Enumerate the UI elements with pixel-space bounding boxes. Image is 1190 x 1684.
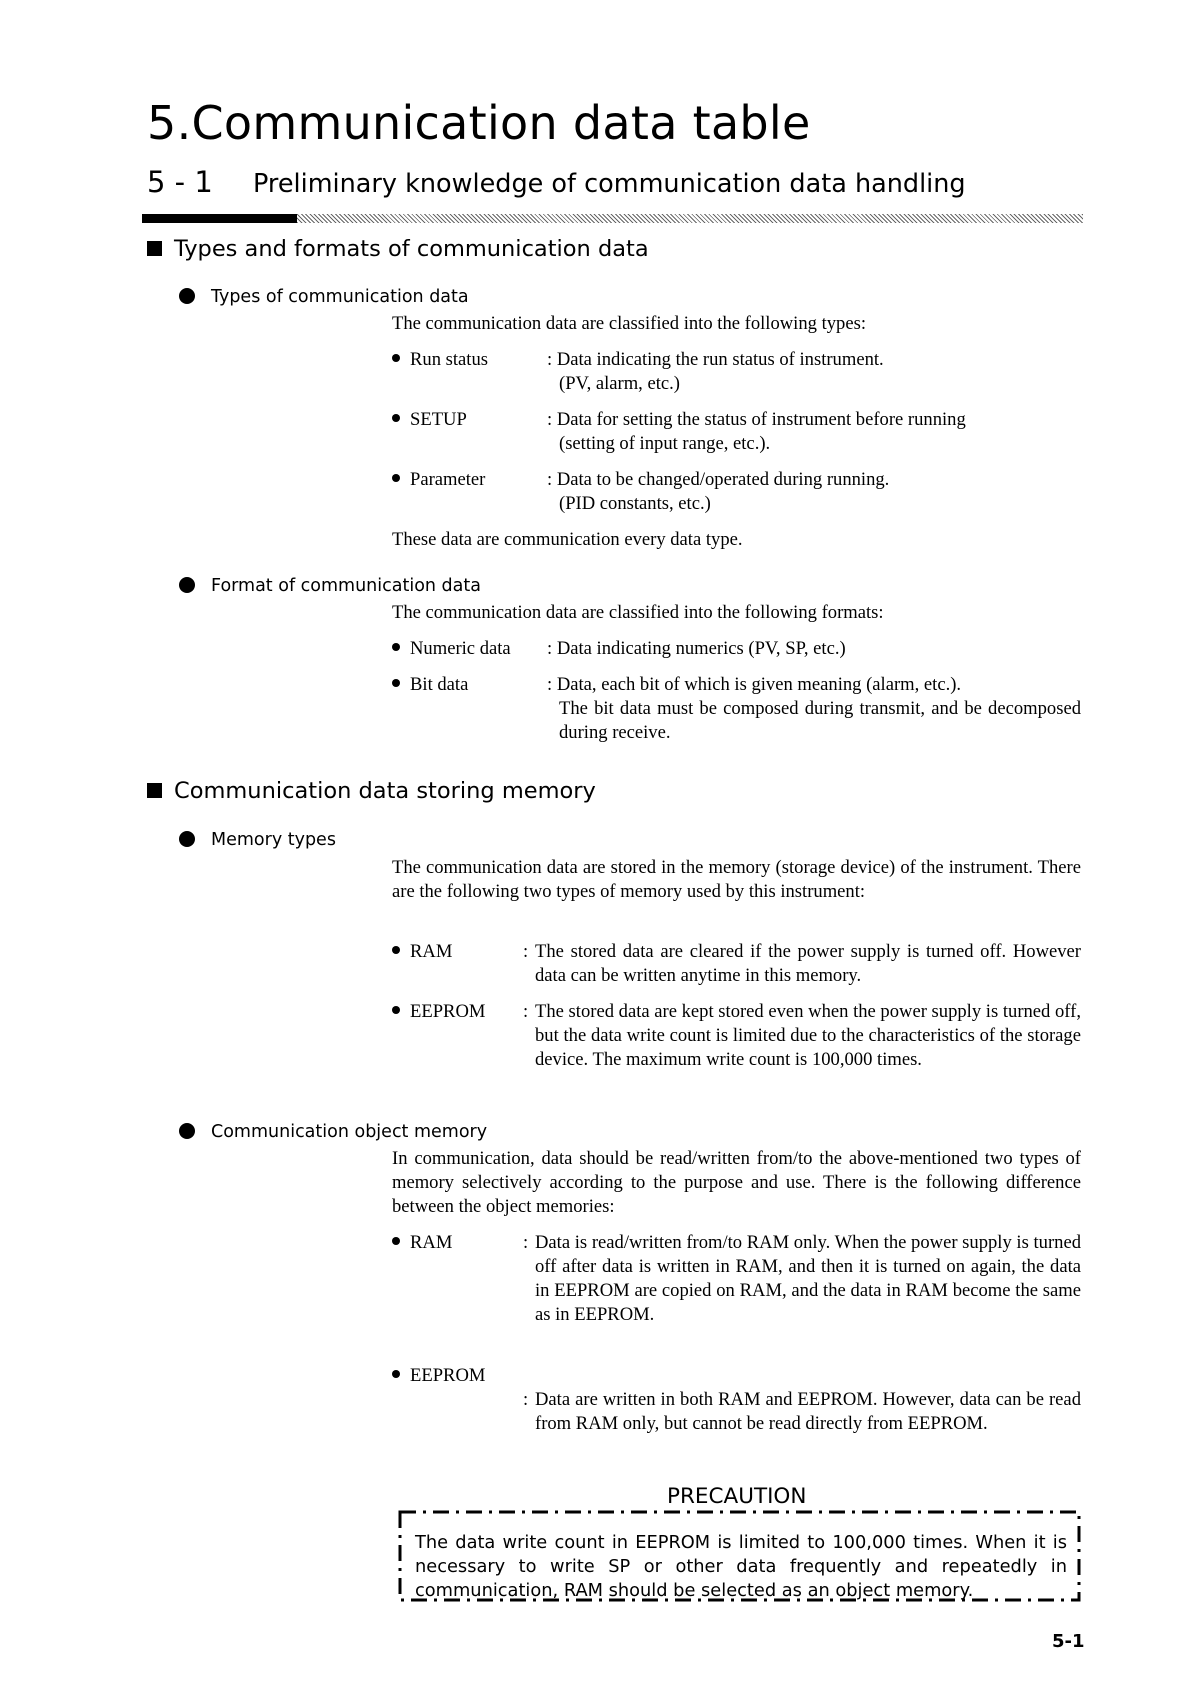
list-item-desc: Data is read/written from/to RAM only. When the power supply is turned off after data is written in RAM, and then it is turned on again, the data in EEPROM are copied on RAM, and the data in RAM become the same as in EEPROM. (535, 1232, 1081, 1325)
list-item: EEPROM (392, 1364, 485, 1388)
bullet-dot-icon (392, 679, 400, 687)
list-item-desc: The stored data are kept stored even when the power supply is turned off, but the data write count is limited due to the characteristics of the storage device. The maximum write count is 100,000 times. (535, 1001, 1081, 1070)
subsection-number: 5 - 1 (147, 165, 213, 199)
subheading-memory-types: Memory types (179, 830, 336, 850)
square-bullet-icon (147, 241, 162, 256)
object-memory-intro: In communication, data should be read/written from/to the above-mentioned two types of memory selectively according to the purpose and use. There is the following difference between the object memories: (392, 1148, 1081, 1217)
subheading-format: Format of communication data (179, 576, 481, 596)
circle-bullet-icon (179, 577, 195, 593)
list-item-desc: The stored data are cleared if the power supply is turned off. However data can be written anytime in this memory. (535, 941, 1081, 986)
bullet-dot-icon (392, 1237, 400, 1245)
list-item-desc-cont: The bit data must be composed during transmit, and be decomposed during receive. (559, 698, 1081, 743)
list-item-colon: : (523, 941, 529, 962)
list-item-desc: Data are written in both RAM and EEPROM. However, data can be read from RAM only, but cannot be read directly from EEPROM. (535, 1389, 1081, 1434)
format-intro: The communication data are classified into the following formats: (392, 602, 884, 623)
bullet-dot-icon (392, 1370, 400, 1378)
bullet-dot-icon (392, 354, 400, 362)
bullet-dot-icon (392, 946, 400, 954)
list-item-desc: : Data for setting the status of instrument before running (547, 409, 966, 430)
precaution-title: PRECAUTION (667, 1484, 807, 1509)
square-bullet-icon (147, 783, 162, 798)
list-item: RAM (392, 940, 452, 964)
bullet-dot-icon (392, 474, 400, 482)
list-item: EEPROM (392, 1000, 485, 1024)
circle-bullet-icon (179, 1123, 195, 1139)
memory-types-intro: The communication data are stored in the memory (storage device) of the instrument. There are the following two types of memory used by this instrument: (392, 857, 1081, 902)
list-item-desc-cont: (PID constants, etc.) (559, 493, 711, 514)
bullet-dot-icon (392, 643, 400, 651)
list-item: Numeric data (392, 637, 511, 661)
types-intro: The communication data are classified into the following types: (392, 313, 867, 334)
list-item: Parameter (392, 468, 485, 492)
list-item-desc: : Data indicating numerics (PV, SP, etc.) (547, 638, 846, 659)
list-item: Run status (392, 348, 488, 372)
list-item-desc: : Data indicating the run status of instrument. (547, 349, 884, 370)
list-item: SETUP (392, 408, 467, 432)
subheading-types: Types of communication data (179, 287, 469, 307)
section-heading-memory: Communication data storing memory (147, 778, 596, 804)
precaution-box (398, 1510, 1081, 1602)
list-item-desc-cont: (setting of input range, etc.). (559, 433, 771, 454)
list-item-colon: : (523, 1001, 529, 1022)
page-title: 5.Communication data table (147, 96, 811, 150)
bullet-dot-icon (392, 1006, 400, 1014)
list-item: Bit data (392, 673, 468, 697)
subheading-object-memory: Communication object memory (179, 1122, 487, 1142)
section-heading-types-formats: Types and formats of communication data (147, 236, 649, 262)
heading-rule-solid (142, 214, 297, 223)
list-item-colon: : (523, 1232, 529, 1253)
bullet-dot-icon (392, 414, 400, 422)
precaution-text: The data write count in EEPROM is limited to 100,000 times. When it is necessary to write SP or other data frequently and repeatedly in communication, RAM should be selected as an object memory. (415, 1532, 1067, 1601)
list-item-desc: : Data, each bit of which is given meaning (alarm, etc.). (547, 674, 962, 695)
list-item-desc: : Data to be changed/operated during running. (547, 469, 890, 490)
list-item: RAM (392, 1231, 452, 1255)
list-item-colon: : (523, 1389, 529, 1410)
page-number: 5-1 (1052, 1631, 1085, 1652)
circle-bullet-icon (179, 831, 195, 847)
heading-rule-hatched (297, 214, 1083, 223)
list-item-desc-cont: (PV, alarm, etc.) (559, 373, 680, 394)
types-outro: These data are communication every data type. (392, 529, 743, 550)
subsection-title: Preliminary knowledge of communication data handling (253, 169, 966, 199)
circle-bullet-icon (179, 288, 195, 304)
